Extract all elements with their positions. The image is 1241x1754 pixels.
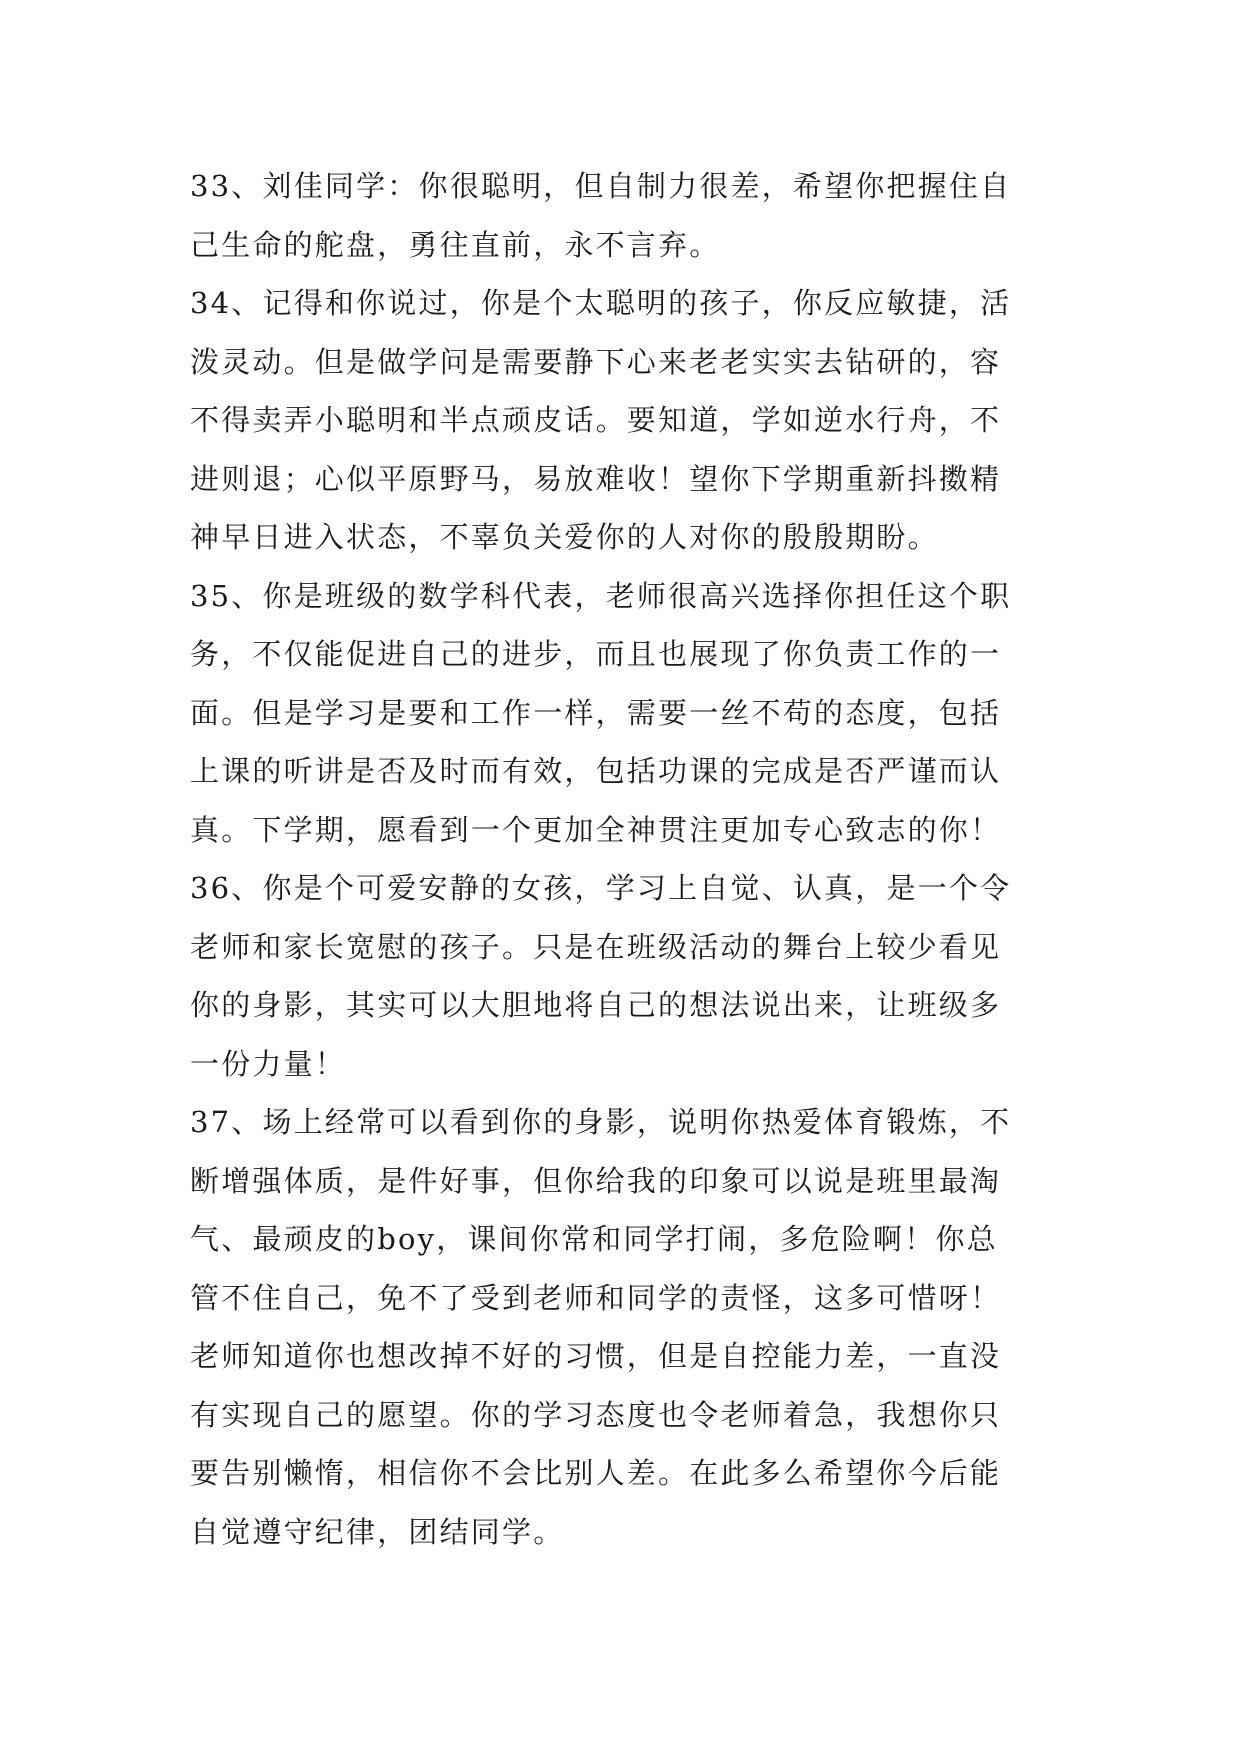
text-line: 管不住自己，免不了受到老师和同学的责怪，这多可惜呀！ [190,1280,1002,1315]
text-line: 不得卖弄小聪明和半点顽皮话。要知道，学如逆水行舟，不 [190,403,1002,437]
document-body [190,157,1058,1561]
text-line: 上课的听讲是否及时而有效，包括功课的完成是否严谨而认 [190,754,1002,788]
text-line: 真。下学期，愿看到一个更加全神贯注更加专心致志的你！ [190,812,1002,847]
text-line: 36、你是个可爱安静的女孩，学习上自觉、认真，是一个令 [190,871,1012,905]
text-line: 老师知道你也想改掉不好的习惯，但是自控能力差，一直没 [190,1339,1002,1373]
text-line: 34、记得和你说过，你是个太聪明的孩子，你反应敏捷，活 [190,286,1012,320]
text-line: 你的身影，其实可以大胆地将自己的想法说出来，让班级多 [190,988,1002,1022]
text-line: 气、最顽皮的boy，课间你常和同学打闹，多危险啊！你总 [190,1222,998,1256]
text-line: 进则退；心似平原野马，易放难收！望你下学期重新抖擞精 [190,461,1002,496]
text-line: 务，不仅能促进自己的进步，而且也展现了你负责工作的一 [190,637,1002,671]
text-line: 面。但是学习是要和工作一样，需要一丝不苟的态度，包括 [190,695,1002,730]
text-line: 泼灵动。但是做学问是需要静下心来老老实实去钻研的，容 [190,344,1002,379]
text-line: 一份力量！ [190,1046,347,1081]
text-line: 自觉遵守纪律，团结同学。 [190,1514,565,1549]
text-line: 己生命的舵盘，勇往直前，永不言弃。 [190,227,721,262]
text-line: 老师和家长宽慰的孩子。只是在班级活动的舞台上较少看见 [190,929,1002,964]
text-line: 要告别懒惰，相信你不会比别人差。在此多么希望你今后能 [190,1456,1002,1490]
text-line: 37、场上经常可以看到你的身影，说明你热爱体育锻炼，不 [190,1105,1012,1139]
text-line: 神早日进入状态，不辜负关爱你的人对你的殷殷期盼。 [190,520,939,554]
text-line: 有实现自己的愿望。你的学习态度也令老师着急，我想你只 [190,1397,1002,1432]
text-line: 断增强体质，是件好事，但你给我的印象可以说是班里最淘 [190,1163,1002,1198]
text-line: 33、刘佳同学：你很聪明，但自制力很差，希望你把握住自 [190,169,1012,203]
text-line: 35、你是班级的数学科代表，老师很高兴选择你担任这个职 [190,578,1012,613]
